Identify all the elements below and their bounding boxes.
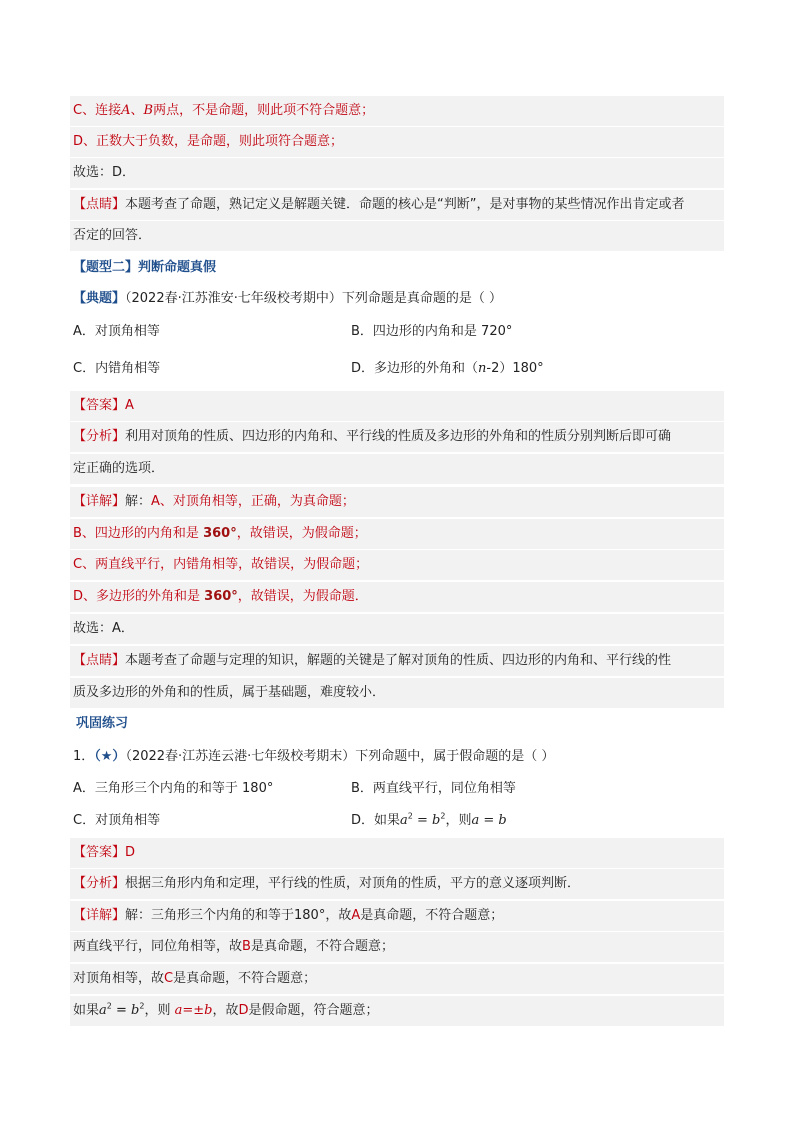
option-b: B．两直线平行，同位角相等 [351, 781, 516, 796]
text: 如果 [73, 1003, 100, 1018]
example-tag: 【典题】 [73, 291, 126, 306]
detail-line-c [70, 96, 724, 126]
example-line [70, 284, 724, 314]
answer-value: D [125, 845, 136, 860]
heading-text: 巩固练习 [76, 716, 129, 731]
analysis-tag: 【分析】 [73, 876, 126, 891]
text: 是真命题，不符合题意； [173, 971, 317, 986]
letter: D [238, 1003, 249, 1018]
math-n: n [478, 361, 487, 376]
math-ab: a = b [471, 813, 507, 828]
text: 是假命题，符合题意； [248, 1003, 379, 1018]
answer-value: A [125, 398, 134, 413]
section-heading-type2 [70, 253, 724, 283]
option-c: C．内错角相等 [73, 361, 161, 376]
math-b: b [432, 813, 441, 828]
text: 是真命题，不符合题意； [250, 939, 394, 954]
option-b: B．四边形的内角和是 720° [351, 324, 513, 339]
text: ，则 [445, 813, 472, 828]
value: 360° [204, 589, 238, 604]
math-b: b [131, 1003, 140, 1018]
detail-line-2 [70, 932, 724, 962]
superscript: 2 [440, 811, 446, 821]
superscript: 2 [106, 1001, 112, 1011]
letter: B [242, 939, 251, 954]
analysis-tag: 【分析】 [73, 429, 126, 444]
point-line-2 [70, 221, 724, 251]
text: D．多边形的外角和（ [351, 361, 479, 376]
letter: A [351, 908, 361, 923]
text: 、正数大于负数，是命题，则此项符合题意； [83, 134, 344, 149]
text: 是真命题，不符合题意； [360, 908, 504, 923]
option-d [351, 806, 507, 836]
question-line [70, 742, 724, 772]
option-d [351, 354, 544, 384]
example-text: （2022春·江苏淮安·七年级校考期中）下列命题是真命题的是（ ） [125, 291, 502, 306]
text: -2）180° [486, 361, 544, 376]
analysis-text: 利用对顶角的性质、四边形的内角和、平行线的性质及多边形的外角和的性质分别判断后即可确 [125, 429, 672, 444]
point-tag: 【点睛】 [73, 653, 126, 668]
text: 解： [125, 494, 152, 509]
detail-tag: 【详解】 [73, 494, 126, 509]
detail-line-d [70, 127, 724, 157]
choose-line [70, 158, 724, 188]
detail-line-c [70, 550, 724, 580]
text: 两直线平行，同位角相等，故 [73, 939, 243, 954]
text: ，故错误，为假命题； [236, 526, 367, 541]
point-text: 否定的回答． [73, 228, 152, 243]
analysis-text: 根据三角形内角和定理，平行线的性质，对顶角的性质，平方的意义逐项判断． [125, 876, 581, 891]
point-line-1 [70, 190, 724, 220]
text: B、四边形的内角和是 [73, 526, 204, 541]
choose-line [70, 614, 724, 644]
detail-line-d [70, 582, 724, 612]
detail-tag: 【详解】 [73, 908, 126, 923]
point-text: 质及多边形的外角和的性质，属于基础题，难度较小． [73, 685, 386, 700]
question-text: （2022春·江苏连云港·七年级校考期末）下列命题中，属于假命题的是（ ） [125, 749, 555, 764]
point-text: 本题考查了命题与定理的知识，解题的关键是了解对顶角的性质、四边形的内角和、平行线的性 [125, 653, 672, 668]
detail-line-4 [70, 996, 724, 1026]
text: ，则 [144, 1003, 175, 1018]
math-result: a=±b [174, 1003, 213, 1018]
star-icon: （★） [94, 749, 126, 764]
value: 360° [203, 526, 237, 541]
answer-tag: 【答案】 [73, 845, 126, 860]
option-c: C．对顶角相等 [73, 813, 161, 828]
point-text: 本题考查了命题，熟记定义是解题关键．命题的核心是“判断”，是对事物的某些情况作出肯定或者 [125, 197, 685, 212]
detail-line-a [70, 487, 724, 517]
detail-line-b [70, 519, 724, 549]
math-eq: = [111, 1003, 132, 1018]
text: C、两直线平行，内错角相等，故错误，为假命题； [73, 557, 369, 572]
text: 、连接 [82, 103, 122, 118]
answer-line [70, 838, 724, 868]
choose-text: 故选：A． [73, 621, 134, 636]
section-heading-practice [70, 709, 724, 739]
text: A、对顶角相等，正确，为真命题； [151, 494, 355, 509]
text: D、多边形的外角和是 [73, 589, 205, 604]
option-letter-d: D [73, 134, 84, 149]
math-a: a [99, 1003, 107, 1018]
answer-line [70, 391, 724, 421]
math-b: B [143, 103, 154, 118]
heading-text: 【题型二】判断命题真假 [73, 260, 217, 275]
superscript: 2 [407, 811, 413, 821]
analysis-line-2 [70, 454, 724, 484]
point-tag: 【点睛】 [73, 197, 126, 212]
text: 解：三角形三个内角的和等于180°，故 [125, 908, 352, 923]
point-line-1 [70, 646, 724, 676]
superscript: 2 [139, 1001, 145, 1011]
text: 两点，不是命题，则此项不符合题意； [153, 103, 375, 118]
question-number: 1． [73, 749, 95, 764]
text: ，故错误，为假命题． [237, 589, 368, 604]
text: ，故 [212, 1003, 239, 1018]
text: D．如果 [351, 813, 401, 828]
analysis-line [70, 869, 724, 899]
detail-line-1 [70, 901, 724, 931]
point-line-2 [70, 678, 724, 708]
option-a: A．三角形三个内角的和等于 180° [73, 781, 274, 796]
option-letter-c: C [73, 103, 83, 118]
letter: C [164, 971, 174, 986]
detail-line-3 [70, 964, 724, 994]
text: 、 [130, 103, 144, 118]
math-eq: = [412, 813, 433, 828]
analysis-text: 定正确的选项． [73, 461, 165, 476]
math-a: a [400, 813, 408, 828]
option-a: A．对顶角相等 [73, 324, 160, 339]
choose-text: 故选：D． [73, 165, 136, 180]
math-a: A [121, 103, 131, 118]
answer-tag: 【答案】 [73, 398, 126, 413]
analysis-line-1 [70, 422, 724, 452]
text: 对顶角相等，故 [73, 971, 165, 986]
